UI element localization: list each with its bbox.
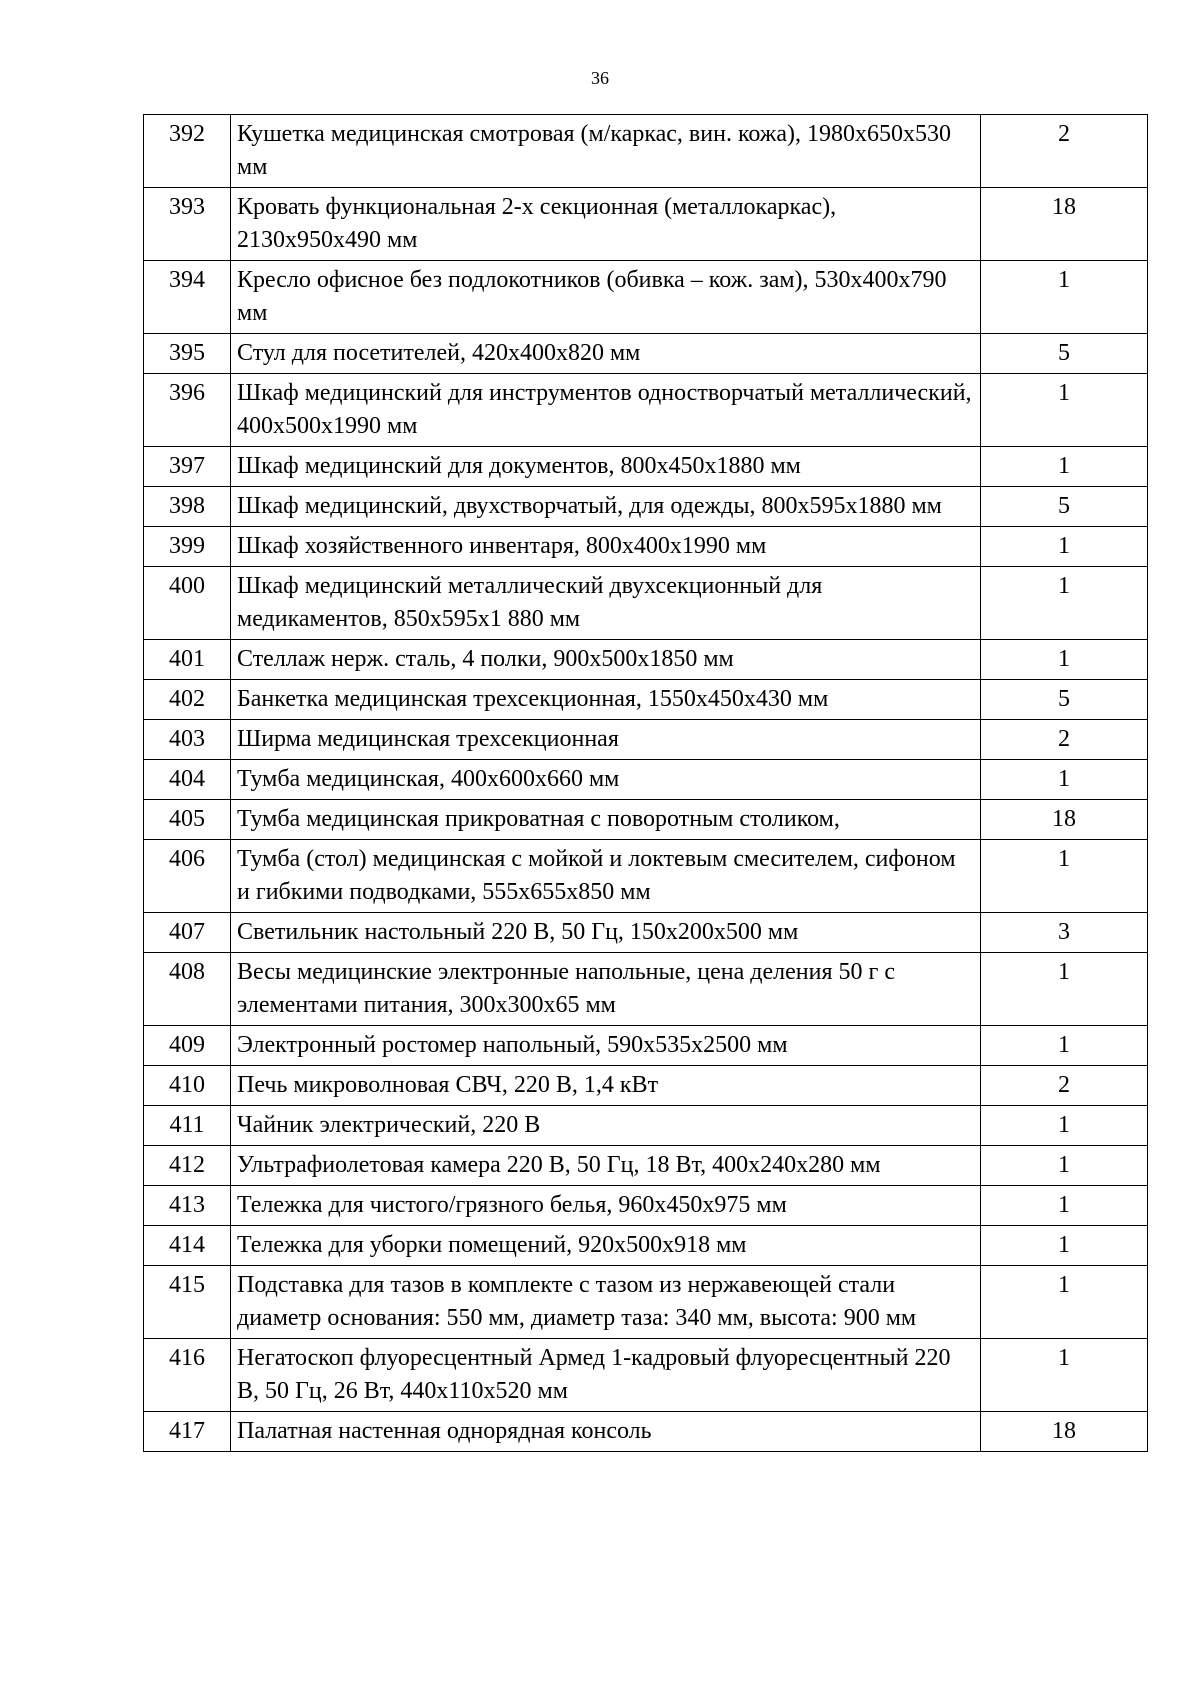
table-row [144,1186,1148,1226]
item-number-cell: 409 [144,1026,231,1066]
table-row [144,447,1148,487]
table-row [144,1026,1148,1066]
item-name-cell: Стул для посетителей, 420x400x820 мм [231,334,981,374]
item-name-cell: Электронный ростомер напольный, 590x535x2500 мм [231,1026,981,1066]
item-number-cell: 404 [144,760,231,800]
item-name-cell: Кресло офисное без подлокотников (обивка – кож. зам), 530x400x790 мм [231,261,981,334]
item-number-cell: 397 [144,447,231,487]
item-quantity-cell: 1 [981,1026,1148,1066]
page-number: 36 [591,68,609,88]
table-row [144,567,1148,640]
table-row [144,953,1148,1026]
item-name-cell: Палатная настенная однорядная консоль [231,1412,981,1452]
item-quantity-cell: 5 [981,334,1148,374]
table-row [144,1339,1148,1412]
item-name-cell: Подставка для тазов в комплекте с тазом из нержавеющей стали диаметр основания: 550 мм, диаметр таза: 340 мм, высота: 900 мм [231,1266,981,1339]
item-number-cell: 393 [144,188,231,261]
item-number-cell: 408 [144,953,231,1026]
item-quantity-cell: 1 [981,527,1148,567]
item-quantity-cell: 1 [981,640,1148,680]
item-quantity-cell: 1 [981,261,1148,334]
table-row [144,800,1148,840]
item-number-cell: 401 [144,640,231,680]
item-quantity-cell: 1 [981,1146,1148,1186]
item-number-cell: 411 [144,1106,231,1146]
item-name-cell: Негатоскоп флуоресцентный Армед 1-кадровый флуоресцентный 220 В, 50 Гц, 26 Вт, 440x110x520 мм [231,1339,981,1412]
item-name-cell: Ширма медицинская трехсекционная [231,720,981,760]
item-name-cell: Тележка для чистого/грязного белья, 960x450x975 мм [231,1186,981,1226]
item-name-cell: Шкаф медицинский для инструментов одностворчатый металлический, 400x500x1990 мм [231,374,981,447]
item-quantity-cell: 2 [981,720,1148,760]
item-number-cell: 414 [144,1226,231,1266]
table-row [144,1266,1148,1339]
item-name-cell: Тумба (стол) медицинская с мойкой и локтевым смесителем, сифоном и гибкими подводками, 555x655x850 мм [231,840,981,913]
item-quantity-cell: 2 [981,115,1148,188]
item-number-cell: 403 [144,720,231,760]
table-row [144,115,1148,188]
item-quantity-cell: 1 [981,840,1148,913]
equipment-table [143,114,1148,1452]
table-row [144,374,1148,447]
item-quantity-cell: 3 [981,913,1148,953]
item-name-cell: Шкаф хозяйственного инвентаря, 800x400x1990 мм [231,527,981,567]
item-number-cell: 407 [144,913,231,953]
table-row [144,527,1148,567]
item-number-cell: 405 [144,800,231,840]
table-row [144,487,1148,527]
item-name-cell: Светильник настольный 220 В, 50 Гц, 150x200x500 мм [231,913,981,953]
item-number-cell: 415 [144,1266,231,1339]
item-number-cell: 392 [144,115,231,188]
item-quantity-cell: 18 [981,188,1148,261]
item-quantity-cell: 1 [981,447,1148,487]
item-number-cell: 394 [144,261,231,334]
item-name-cell: Печь микроволновая СВЧ, 220 В, 1,4 кВт [231,1066,981,1106]
table-row [144,1412,1148,1452]
item-name-cell: Тумба медицинская прикроватная с поворотным столиком, [231,800,981,840]
item-quantity-cell: 1 [981,760,1148,800]
item-quantity-cell: 1 [981,374,1148,447]
item-quantity-cell: 1 [981,1186,1148,1226]
item-quantity-cell: 18 [981,800,1148,840]
item-number-cell: 399 [144,527,231,567]
item-number-cell: 410 [144,1066,231,1106]
item-quantity-cell: 1 [981,567,1148,640]
table-row [144,1146,1148,1186]
item-name-cell: Шкаф медицинский для документов, 800x450x1880 мм [231,447,981,487]
table-row [144,840,1148,913]
item-quantity-cell: 2 [981,1066,1148,1106]
table-row [144,1066,1148,1106]
item-name-cell: Тумба медицинская, 400x600x660 мм [231,760,981,800]
item-name-cell: Кушетка медицинская смотровая (м/каркас, вин. кожа), 1980x650x530 мм [231,115,981,188]
table-row [144,720,1148,760]
item-number-cell: 395 [144,334,231,374]
item-number-cell: 402 [144,680,231,720]
item-number-cell: 406 [144,840,231,913]
item-quantity-cell: 5 [981,680,1148,720]
item-quantity-cell: 1 [981,953,1148,1026]
item-name-cell: Тележка для уборки помещений, 920x500x918 мм [231,1226,981,1266]
item-name-cell: Весы медицинские электронные напольные, цена деления 50 г с элементами питания, 300x300x65 мм [231,953,981,1026]
table-row [144,680,1148,720]
table-row [144,1106,1148,1146]
item-name-cell: Шкаф медицинский, двухстворчатый, для одежды, 800x595x1880 мм [231,487,981,527]
item-number-cell: 413 [144,1186,231,1226]
table-row [144,261,1148,334]
item-number-cell: 396 [144,374,231,447]
item-quantity-cell: 1 [981,1226,1148,1266]
item-number-cell: 400 [144,567,231,640]
item-name-cell: Ультрафиолетовая камера 220 В, 50 Гц, 18 Вт, 400x240x280 мм [231,1146,981,1186]
table-row [144,1226,1148,1266]
table-row [144,188,1148,261]
item-number-cell: 398 [144,487,231,527]
table-row [144,334,1148,374]
item-name-cell: Стеллаж нерж. сталь, 4 полки, 900x500x1850 мм [231,640,981,680]
item-quantity-cell: 1 [981,1266,1148,1339]
item-quantity-cell: 1 [981,1339,1148,1412]
item-number-cell: 417 [144,1412,231,1452]
equipment-table-body [144,115,1148,1452]
item-quantity-cell: 18 [981,1412,1148,1452]
item-name-cell: Шкаф медицинский металлический двухсекционный для медикаментов, 850x595x1 880 мм [231,567,981,640]
table-row [144,760,1148,800]
item-quantity-cell: 5 [981,487,1148,527]
table-row [144,640,1148,680]
item-name-cell: Чайник электрический, 220 В [231,1106,981,1146]
item-name-cell: Банкетка медицинская трехсекционная, 1550x450x430 мм [231,680,981,720]
item-quantity-cell: 1 [981,1106,1148,1146]
table-row [144,913,1148,953]
item-number-cell: 412 [144,1146,231,1186]
item-name-cell: Кровать функциональная 2-х секционная (металлокаркас), 2130x950x490 мм [231,188,981,261]
item-number-cell: 416 [144,1339,231,1412]
